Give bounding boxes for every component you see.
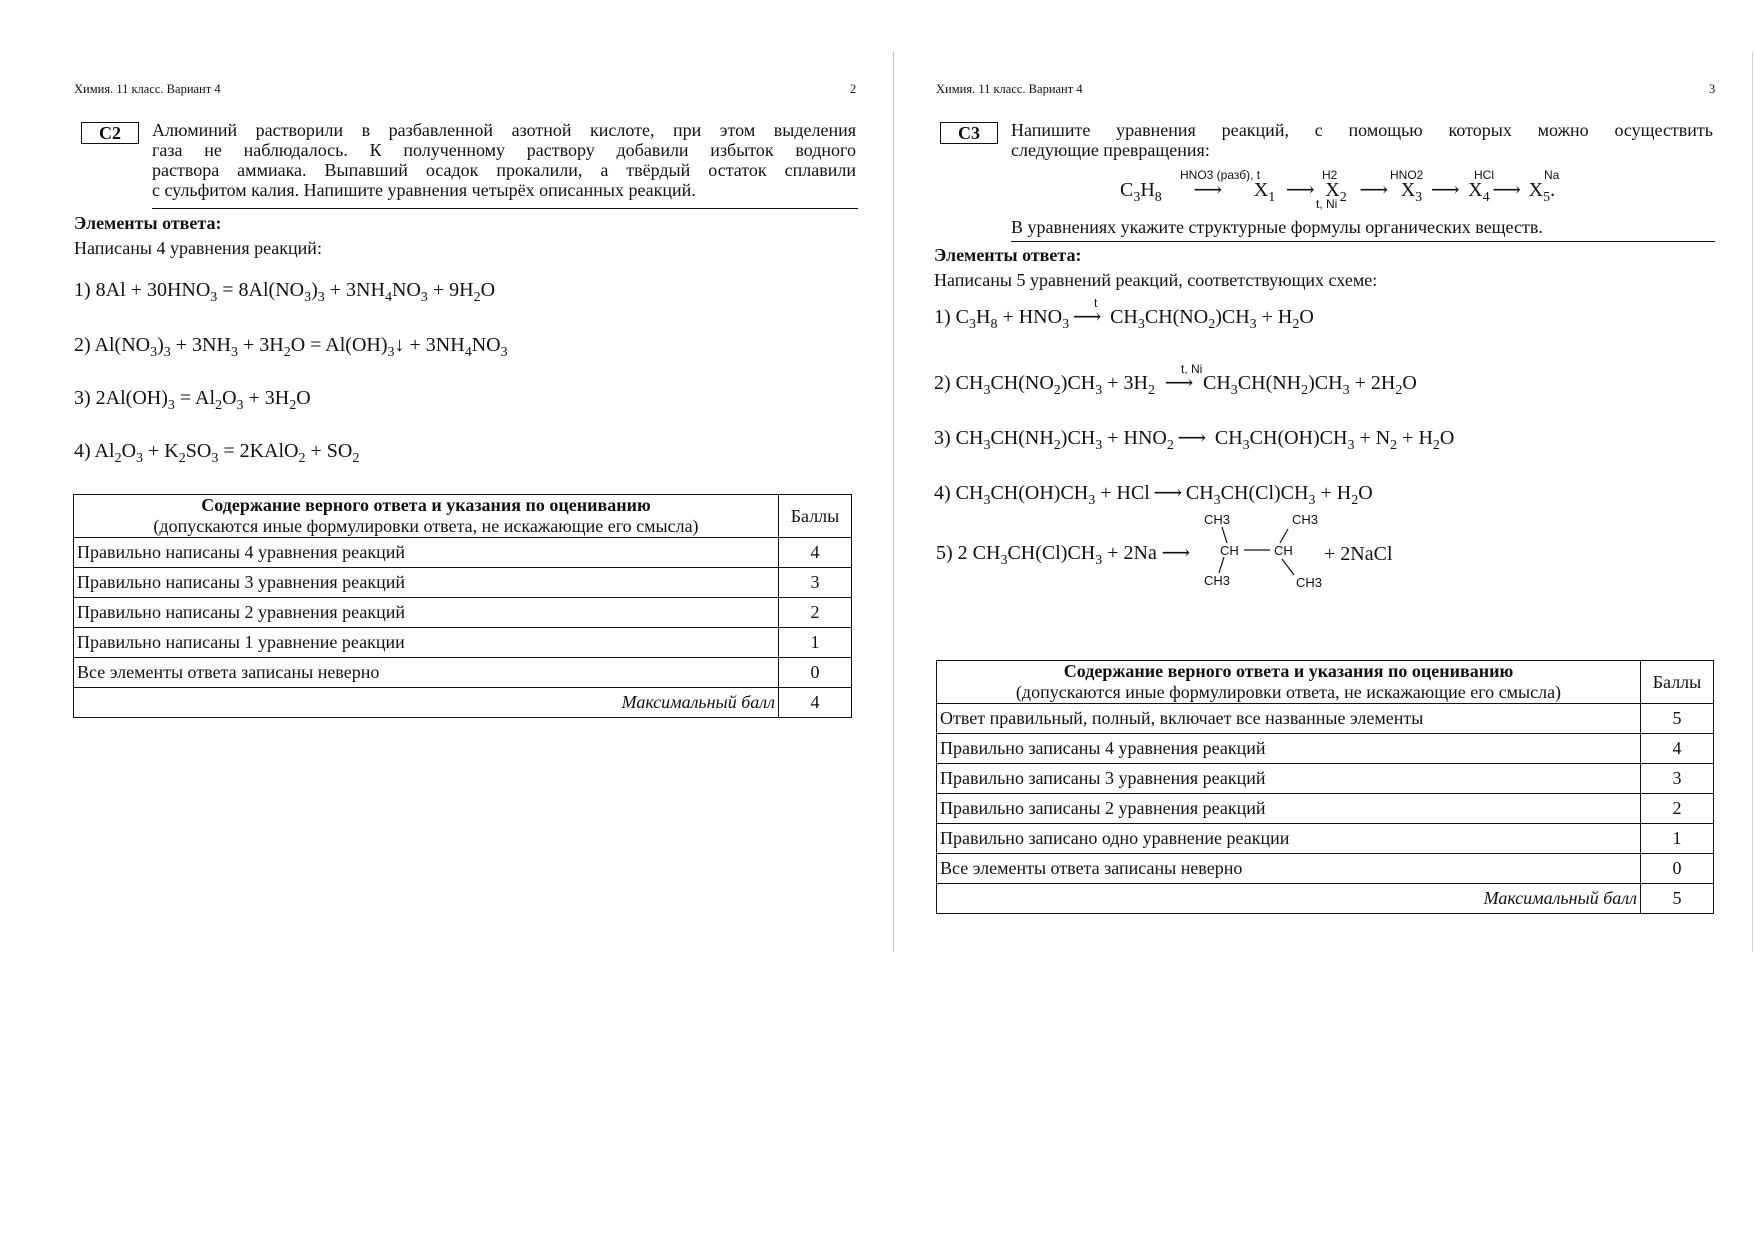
table-row — [74, 538, 852, 568]
answer-heading: Элементы ответа: — [934, 245, 1082, 265]
answer-heading: Элементы ответа: — [74, 213, 222, 233]
row-points: 0 — [1641, 854, 1714, 884]
answer-intro: Написаны 5 уравнений реакций, соответствующих схеме: — [934, 270, 1378, 290]
row-points: 3 — [1641, 764, 1714, 794]
row-criterion: Правильно записаны 3 уравнения реакций — [937, 764, 1641, 794]
row-points: 2 — [1641, 794, 1714, 824]
row-points: 2 — [779, 598, 852, 628]
right-page — [894, 0, 1754, 1239]
row-points: 0 — [779, 658, 852, 688]
scheme-arrow-label: H2 — [1322, 168, 1338, 182]
table-row — [937, 854, 1714, 884]
max-score-value: 5 — [1641, 884, 1714, 914]
page-number: 3 — [1709, 82, 1716, 96]
table-header-note: (допускаются иные формулировки ответа, не искажающие его смысла) — [1015, 682, 1562, 702]
task-underline — [1011, 241, 1715, 242]
row-points: 4 — [1641, 734, 1714, 764]
table-header-title: Содержание верного ответа и указания по оцениванию — [201, 495, 651, 515]
task-note: В уравнениях укажите структурные формулы органических веществ. — [1011, 217, 1543, 237]
molecule-group: CH3 — [1204, 512, 1231, 527]
scoring-table — [936, 660, 1714, 914]
table-row — [74, 568, 852, 598]
table-header-main — [74, 495, 779, 538]
equation-1: 1) $8Al + 30HNO_3 = 8Al(NO_3)_3 + 3NH_4NO_3 + 9H_2O$ — [74, 279, 496, 305]
table-row — [937, 794, 1714, 824]
scheme-arrow-label: t, Ni — [1316, 197, 1338, 211]
molecule-group: CH3 — [1204, 573, 1231, 588]
row-criterion: Правильно записаны 2 уравнения реакций — [937, 794, 1641, 824]
task-line: следующие превращения: — [1011, 140, 1210, 160]
table-row — [937, 764, 1714, 794]
task-id-badge: C2 — [81, 122, 139, 144]
page-header: Химия. 11 класс. Вариант 4 — [936, 82, 1083, 96]
scheme-arrow-label: HNO2 — [1390, 168, 1424, 182]
equation-2: 2) $CH_3CH(NO_2)CH_3 + 3H_2$ ⟶ $CH_3CH(NH_2)CH_3 + 2H_2O$ — [934, 372, 1417, 398]
page-header: Химия. 11 класс. Вариант 4 — [74, 82, 221, 96]
scheme-arrow-label: Na — [1544, 168, 1560, 182]
scoring-table — [73, 494, 852, 718]
row-criterion: Правильно написаны 1 уравнение реакции — [74, 628, 779, 658]
row-criterion: Все элементы ответа записаны неверно — [74, 658, 779, 688]
equation-1: 1) $C_3H_8 + HNO_3$ ⟶ $CH_3CH(NO_2)CH_3 + H_2O$ — [934, 306, 1314, 332]
molecule-group: CH3 — [1292, 512, 1319, 527]
molecule-group: CH — [1220, 543, 1239, 558]
table-header-note: (допускаются иные формулировки ответа, не искажающие его смысла) — [153, 516, 699, 536]
table-row — [937, 824, 1714, 854]
row-points: 5 — [1641, 704, 1714, 734]
task-line: Алюминий растворили в разбавленной азотной кислоте, при этом выделения — [152, 120, 856, 140]
row-criterion: Правильно записано одно уравнение реакции — [937, 824, 1641, 854]
table-row — [74, 628, 852, 658]
max-score-label: Максимальный балл — [937, 884, 1641, 914]
table-max-row — [74, 688, 852, 718]
table-header-points: Баллы — [1641, 661, 1714, 704]
table-row — [937, 704, 1714, 734]
table-max-row — [937, 884, 1714, 914]
row-criterion: Правильно написаны 3 уравнения реакций — [74, 568, 779, 598]
molecule-group: CH — [1274, 543, 1293, 558]
max-score-value: 4 — [779, 688, 852, 718]
table-row — [74, 658, 852, 688]
row-points: 4 — [779, 538, 852, 568]
equation-5-product: + 2NaCl — [1324, 543, 1393, 565]
molecule-bonds — [1194, 505, 1334, 600]
table-header-main — [937, 661, 1641, 704]
row-criterion: Ответ правильный, полный, включает все названные элементы — [937, 704, 1641, 734]
equation-3: 3) $CH_3CH(NH_2)CH_3 + HNO_2$ ⟶ $CH_3CH(OH)CH_3 + N_2 + H_2O$ — [934, 427, 1455, 453]
task-id-badge: C3 — [940, 122, 998, 144]
task-text — [1011, 120, 1713, 160]
task-underline — [152, 208, 858, 209]
task-text — [152, 120, 856, 200]
row-criterion: Все элементы ответа записаны неверно — [937, 854, 1641, 884]
table-header-points: Баллы — [779, 495, 852, 538]
equation-4: 4) $Al_2O_3 + K_2SO_3$ = 2KAlO$_2$ + $SO_2$ — [74, 440, 360, 466]
row-points: 3 — [779, 568, 852, 598]
equation-arrow-label: t, Ni — [1181, 362, 1203, 376]
max-score-label: Максимальный балл — [74, 688, 779, 718]
task-line: с сульфитом калия. Напишите уравнения четырёх описанных реакций. — [152, 180, 696, 200]
table-header-title: Содержание верного ответа и указания по оцениванию — [1063, 661, 1514, 681]
equation-arrow-label: t — [1094, 296, 1098, 310]
row-criterion: Правильно написаны 4 уравнения реакций — [74, 538, 779, 568]
row-criterion: Правильно записаны 4 уравнения реакций — [937, 734, 1641, 764]
page-number: 2 — [850, 82, 857, 96]
task-line: раствора аммиака. Выпавший осадок прокалили, а твёрдый остаток сплавили — [152, 160, 856, 180]
equation-5: 5) 2 $CH_3CH(Cl)CH_3 + 2Na$ ⟶ — [936, 542, 1191, 568]
table-header-row — [937, 661, 1714, 704]
transformation-scheme: $C_3H_8$ ⟶ $X_1$ ⟶ $X_2$ ⟶ $X_3$ ⟶ $X_4$ ⟶ $X_5$. — [1120, 179, 1556, 205]
answer-intro: Написаны 4 уравнения реакций: — [74, 238, 322, 258]
equation-2: 2) $Al(NO_3)_3 + 3NH_3 + 3H_2O$ = $Al(OH)_3↓ + 3NH_4NO_3$ — [74, 334, 508, 360]
equation-3: 3) $2Al(OH)_3 = Al_2O_3 + 3H_2O$ — [74, 387, 311, 413]
row-points: 1 — [1641, 824, 1714, 854]
scheme-arrow-label: HNO3 (разб), t — [1180, 168, 1261, 182]
table-row — [74, 598, 852, 628]
row-points: 1 — [779, 628, 852, 658]
molecule-group: CH3 — [1296, 575, 1323, 590]
table-row — [937, 734, 1714, 764]
task-line: газа не наблюдалось. К полученному раствору добавили избыток водного — [152, 140, 856, 160]
row-criterion: Правильно написаны 2 уравнения реакций — [74, 598, 779, 628]
task-line: Напишите уравнения реакций, с помощью которых можно осуществить — [1011, 120, 1713, 140]
equation-4: 4) $CH_3CH(OH)CH_3$ + HCl ⟶ $CH_3CH(Cl)CH_3 + H_2O$ — [934, 482, 1373, 508]
scheme-arrow-label: HCl — [1474, 168, 1494, 182]
table-header-row — [74, 495, 852, 538]
